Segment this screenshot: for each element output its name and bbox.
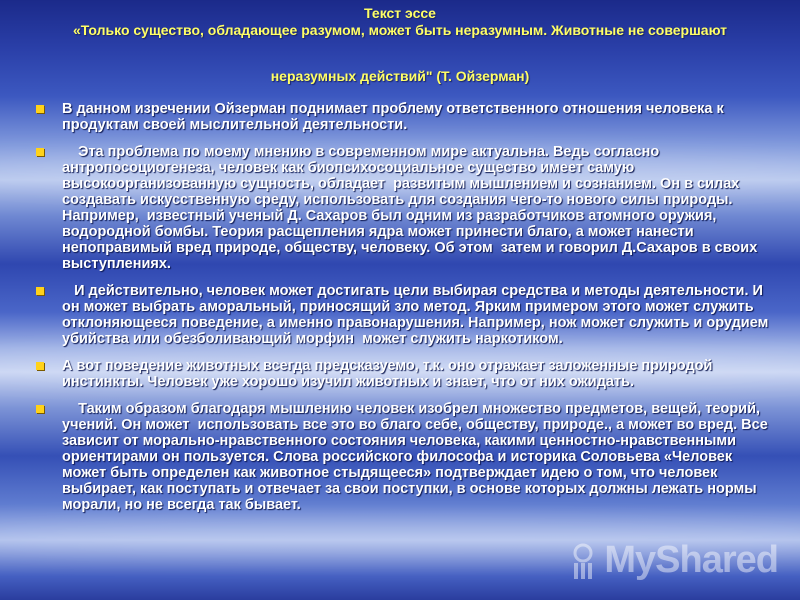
watermark-text: MyShared <box>604 539 778 581</box>
myshared-logo-icon <box>568 541 598 581</box>
bullet-item <box>34 144 774 272</box>
bullet-text: И действительно, человек может достигать цели выбирая средства и методы деятельности. И он может выбрать аморальный, приносящий зло метод. Ярким примером этого может служить отклоняющееся поведение, а именно правонарушения. Например, нож может служить и орудием убийства или обезболивающий морфин может служить наркотиком. <box>62 283 773 347</box>
slide-title-quote: «Только существо, обладающее разумом, может быть неразумным. Животные не совершают <box>72 22 728 38</box>
bullet-marker-icon <box>36 405 44 413</box>
bullet-list <box>34 101 774 524</box>
watermark <box>568 539 778 582</box>
bullet-marker-icon <box>36 148 44 156</box>
bullet-item <box>34 358 774 390</box>
bullet-marker-icon <box>36 362 44 370</box>
bullet-marker-icon <box>36 287 44 295</box>
bullet-text: Таким образом благодаря мышлению человек изобрел множество предметов, вещей, теорий, учений. Он может использовать все это во благо себе, обществу, природе., а может во вред. Все зависит от морально-нравственного состояния человека, какими ценностно-нравственными ориентирами он пользуется. Слова российского философа и историка Соловьева «Человек может быть определен как животное стыдящееся» подтверждает идею о том, что человек выбирает, как поступать и отвечает за свои поступки, в основе которых должны лежать нормы морали, но не всегда так бывает. <box>62 401 772 513</box>
slide-title: Текст эссе <box>364 5 436 21</box>
bullet-item <box>34 101 774 133</box>
slide-title-author: неразумных действий" (Т. Ойзерман) <box>270 68 530 84</box>
bullet-marker-icon <box>36 105 44 113</box>
bullet-text: А вот поведение животных всегда предсказуемо, т.к. оно отражает заложенные природой инстинкты. Человек уже хорошо изучил животных и знает, что от них ожидать. <box>62 358 713 390</box>
bullet-item <box>34 283 774 347</box>
bullet-text: В данном изречении Ойзерман поднимает проблему ответственного отношения человека к продуктам своей мыслительной деятельности. <box>62 101 724 133</box>
bullet-text: Эта проблема по моему мнению в современном мире актуальна. Ведь согласно антропосоциогенеза, человек как биопсихосоциальное существо имеет самую высокоорганизованную сущность, обладает развитым мышлением и сознанием. Он в силах создавать искусственную среду, использовать для создания чего-то нового силы природы. Например, известный ученый Д. Сахаров был одним из разработчиков атомного оружия, водородной бомбы. Теория расщепления ядра может принести благо, а может нанести непоправимый вред природе, обществу, человеку. Об этом затем и говорил Д.Сахаров в своих выступлениях. <box>62 144 762 272</box>
bullet-item <box>34 401 774 513</box>
